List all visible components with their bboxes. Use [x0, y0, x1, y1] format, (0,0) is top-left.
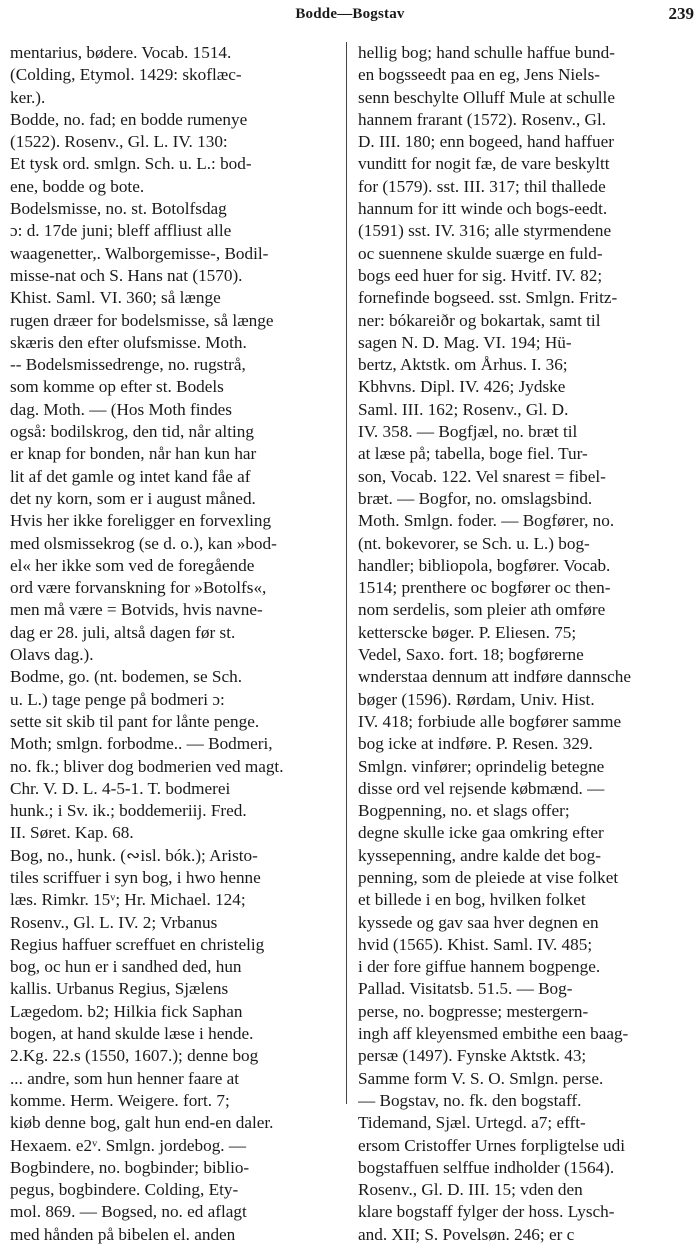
- text-line: ene, bodde og bote.: [10, 176, 145, 196]
- text-line: bøger (1596). Rørdam, Univ. Hist.: [358, 689, 595, 709]
- text-line: rugen dræer for bodelsmisse, så længe: [10, 310, 274, 330]
- text-line: Bodde, no. fad; en bodde rumenye: [10, 109, 248, 129]
- text-line: er knap for bonden, når han kun har: [10, 444, 257, 464]
- text-line: penning, som de pleiede at vise folket: [358, 867, 619, 887]
- text-line: Bodelsmisse, no. st. Botolfsdag: [10, 199, 227, 219]
- text-line: læs. Rimkr. 15ᵛ; Hr. Michael. 124;: [10, 890, 246, 910]
- text-line: Samme form V. S. O. Smlgn. perse.: [358, 1068, 604, 1088]
- text-line: ord være forvanskning for »Botolfs«,: [10, 578, 267, 598]
- page-header: [0, 0, 700, 30]
- text-line: med olsmissekrog (se d. o.), kan »bod-: [10, 533, 277, 553]
- text-line: (nt. bokevorer, se Sch. u. L.) bog-: [358, 533, 590, 553]
- text-line: kiøb denne bog, galt hun end-en daler.: [10, 1113, 274, 1133]
- text-line: 1514; prenthere oc bogfører oc then-: [358, 578, 611, 598]
- text-line: Bogbindere, no. bogbinder; biblio-: [10, 1157, 250, 1177]
- text-line: kyssede og gav saa hver degnen en: [358, 912, 599, 932]
- text-line: det ny korn, som er i august måned.: [10, 488, 256, 508]
- text-line: (1522). Rosenv., Gl. L. IV. 130:: [10, 132, 228, 152]
- text-line: Bog, no., hunk. (∾isl. bók.); Aristo-: [10, 845, 258, 865]
- text-line: for (1579). sst. III. 317; thil thallede: [358, 176, 606, 196]
- text-line: Tidemand, Sjæl. Urtegd. a7; efft-: [358, 1113, 586, 1133]
- text-line: bræt. — Bogfor, no. omslagsbind.: [358, 488, 593, 508]
- text-line: også: bodilskrog, den tid, når alting: [10, 422, 254, 442]
- right-column: [358, 42, 692, 1246]
- text-line: waagenetter,. Walborgemisse-, Bodil-: [10, 243, 269, 263]
- text-line: Moth; smlgn. forbodme.. — Bodmeri,: [10, 734, 273, 754]
- text-line: med hånden på bibelen el. anden: [10, 1224, 236, 1244]
- text-line: persæ (1497). Fynske Aktstk. 43;: [358, 1046, 587, 1066]
- text-line: u. L.) tage penge på bodmeri ɔ:: [10, 689, 225, 709]
- text-line: (1591) sst. IV. 316; alle styrmendene: [358, 221, 612, 241]
- text-line: oc suennene skulde suærge en fuld-: [358, 243, 603, 263]
- text-line: Kbhvns. Dipl. IV. 426; Jydske: [358, 377, 566, 397]
- text-line: ... andre, som hun henner faare at: [10, 1068, 240, 1088]
- text-line: senn beschylte Olluff Mule at schulle: [358, 87, 615, 107]
- text-line: no. fk.; bliver dog bodmerien ved magt.: [10, 756, 284, 776]
- text-line: ketterscke bøger. P. Eliesen. 75;: [358, 622, 577, 642]
- text-line: and. XII; S. Povelsøn. 246; er c: [358, 1224, 575, 1244]
- text-line: Rosenv., Gl. D. III. 15; vden den: [358, 1180, 583, 1200]
- text-line: i der fore giffue hannem bogpenge.: [358, 957, 601, 977]
- text-line: handler; bibliopola, bogfører. Vocab.: [358, 555, 611, 575]
- text-line: Regius haffuer screffuet en christelig: [10, 934, 265, 954]
- text-line: Smlgn. vinfører; oprindelig betegne: [358, 756, 605, 776]
- text-line: sagen N. D. Mag. VI. 194; Hü-: [358, 332, 572, 352]
- text-line: dag. Moth. — (Hos Moth findes: [10, 399, 232, 419]
- text-line: skæris den efter olufsmisse. Moth.: [10, 332, 247, 352]
- text-line: klare bogstaff fylger der hoss. Lysch-: [358, 1202, 615, 1222]
- text-line: hvid (1565). Khist. Saml. IV. 485;: [358, 934, 593, 954]
- text-line: 2.Kg. 22.s (1550, 1607.); denne bog: [10, 1046, 259, 1066]
- text-line: ersom Cristoffer Urnes forpligtelse udi: [358, 1135, 625, 1155]
- text-line: hannem frarant (1572). Rosenv., Gl.: [358, 109, 607, 129]
- text-line: at læse på; tabella, boge fiel. Tur-: [358, 444, 588, 464]
- text-line: mol. 869. — Bogsed, no. ed aflagt: [10, 1202, 247, 1222]
- text-line: ɔ: d. 17de juni; bleff affliust alle: [10, 221, 232, 241]
- text-line: Chr. V. D. L. 4-5-1. T. bodmerei: [10, 778, 231, 798]
- text-line: vunditt for nogit fæ, de vare beskyltt: [358, 154, 610, 174]
- text-line: Vedel, Saxo. fort. 18; bogførerne: [358, 645, 584, 665]
- text-line: dag er 28. juli, altså dagen før st.: [10, 622, 236, 642]
- text-line: -- Bodelsmissedrenge, no. rugstrå,: [10, 355, 246, 375]
- text-line: bogs eed huer for sig. Hvitf. IV. 82;: [358, 265, 603, 285]
- text-line: Saml. III. 162; Rosenv., Gl. D.: [358, 399, 569, 419]
- text-line: Hvis her ikke foreligger en forvexling: [10, 511, 272, 531]
- text-line: Pallad. Visitatsb. 51.5. — Bog-: [358, 979, 573, 999]
- text-line: Bodme, go. (nt. bodemen, se Sch.: [10, 667, 242, 687]
- text-line: men må være = Botvids, hvis navne-: [10, 600, 263, 620]
- text-line: son, Vocab. 122. Vel snarest = fibel-: [358, 466, 606, 486]
- text-line: Bogpenning, no. et slags offer;: [358, 801, 570, 821]
- page-number: 239: [668, 4, 694, 23]
- text-line: ner: bókareiðr og bokartak, samt til: [358, 310, 601, 330]
- text-line: misse-nat och S. Hans nat (1570).: [10, 265, 243, 285]
- text-line: kallis. Urbanus Regius, Sjælens: [10, 979, 229, 999]
- text-line: perse, no. bogpresse; mestergern-: [358, 1001, 589, 1021]
- text-line: hunk.; i Sv. ik.; boddemeriij. Fred.: [10, 801, 247, 821]
- text-line: bog icke at indføre. P. Resen. 329.: [358, 734, 593, 754]
- text-line: nom serdelis, som pleier ath omføre: [358, 600, 606, 620]
- column-divider: [346, 42, 347, 1104]
- text-line: Moth. Smlgn. foder. — Bogfører, no.: [358, 511, 615, 531]
- text-line: D. III. 180; enn bogeed, hand haffuer: [358, 132, 614, 152]
- text-line: II. Søret. Kap. 68.: [10, 823, 134, 843]
- text-line: hannum for itt winde och bogs-eedt.: [358, 199, 608, 219]
- text-line: lit af det gamle og intet kand fåe af: [10, 466, 251, 486]
- text-line: som komme op efter st. Bodels: [10, 377, 224, 397]
- text-line: Olavs dag.).: [10, 645, 94, 665]
- text-line: fornefinde bogseed. sst. Smlgn. Fritz-: [358, 288, 618, 308]
- text-line: Rosenv., Gl. L. IV. 2; Vrbanus: [10, 912, 218, 932]
- text-line: sette sit skib til pant for lånte penge.: [10, 711, 260, 731]
- text-line: (Colding, Etymol. 1429: skoflæc-: [10, 65, 242, 85]
- text-line: Et tysk ord. smlgn. Sch. u. L.: bod-: [10, 154, 252, 174]
- text-line: et billede i en bog, hvilken folket: [358, 890, 586, 910]
- text-line: degne skulle icke gaa omkring efter: [358, 823, 604, 843]
- text-line: pegus, bogbindere. Colding, Ety-: [10, 1180, 239, 1200]
- running-head: Bodde—Bogstav: [295, 6, 405, 22]
- text-line: hellig bog; hand schulle haffue bund-: [358, 43, 615, 62]
- text-line: mentarius, bødere. Vocab. 1514.: [10, 43, 232, 62]
- text-line: Hexaem. e2ᵛ. Smlgn. jordebog. —: [10, 1135, 247, 1155]
- text-line: bertz, Aktstk. om Århus. I. 36;: [358, 355, 568, 375]
- text-line: disse ord vel rejsende købmænd. —: [358, 778, 605, 798]
- text-line: Khist. Saml. VI. 360; så længe: [10, 288, 221, 308]
- text-line: IV. 358. — Bogfjæl, no. bræt til: [358, 422, 578, 442]
- left-column: [10, 42, 338, 1246]
- text-line: bogstaffuen selffue indholder (1564).: [358, 1157, 615, 1177]
- text-line: IV. 418; forbiude alle bogfører samme: [358, 711, 622, 731]
- text-line: bogen, at hand skulde læse i hende.: [10, 1024, 254, 1044]
- text-line: ingh aff kleyensmed embithe een baag-: [358, 1024, 629, 1044]
- text-line: en bogsseedt paa en eg, Jens Niels-: [358, 65, 600, 85]
- text-line: bog, oc hun er i sandhed ded, hun: [10, 957, 242, 977]
- text-line: tiles scriffuer i syn bog, i hwo henne: [10, 867, 261, 887]
- text-line: komme. Herm. Weigere. fort. 7;: [10, 1090, 230, 1110]
- text-line: wnderstaa dennum att indføre dannsche: [358, 667, 631, 687]
- text-line: el« her ikke som ved de foregående: [10, 555, 255, 575]
- text-line: — Bogstav, no. fk. den bogstaff.: [358, 1090, 582, 1110]
- text-line: kyssepenning, andre kalde det bog-: [358, 845, 601, 865]
- text-line: ker.).: [10, 87, 46, 107]
- text-line: Lægedom. b2; Hilkia fick Saphan: [10, 1001, 243, 1021]
